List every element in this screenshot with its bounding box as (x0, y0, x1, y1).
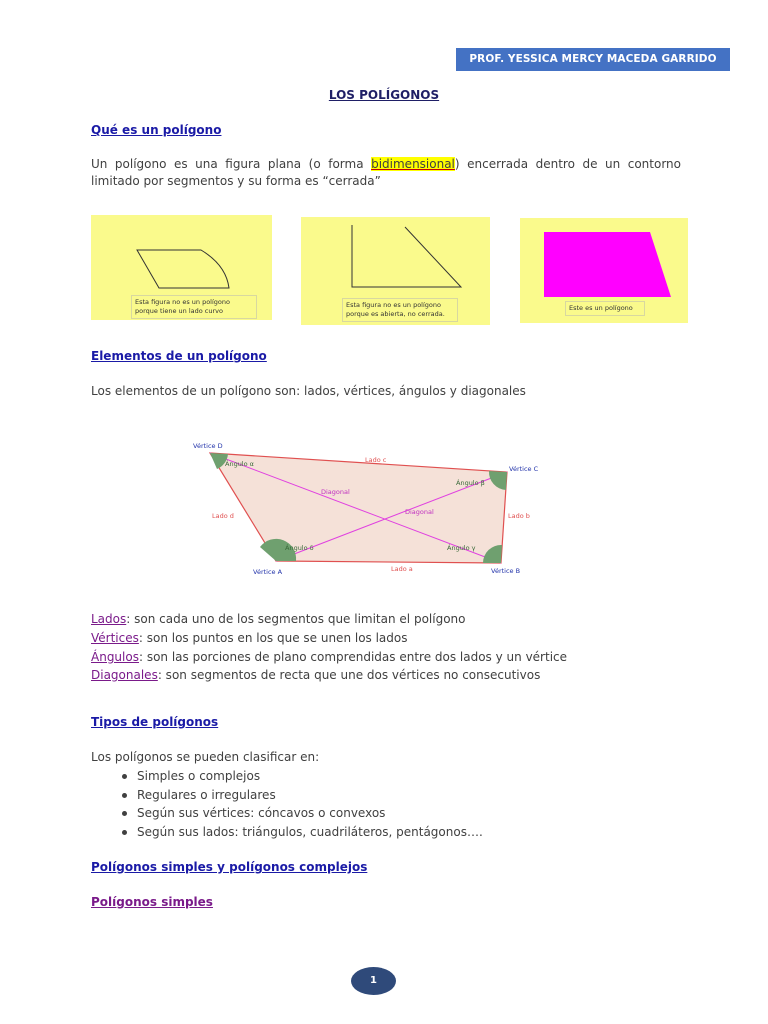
bullet-icon (122, 793, 127, 798)
label-diagonal-2: Diagonal (405, 508, 434, 516)
definition-paragraph (91, 156, 681, 190)
list-item-text: Simples o complejos (137, 769, 261, 783)
heading-que-es: Qué es un polígono (91, 123, 222, 137)
term-diagonales: Diagonales (91, 668, 158, 682)
figure-caption-1: Esta figura no es un polígono porque tiene un lado curvo (131, 295, 257, 319)
label-angle-beta: Ángulo β (456, 479, 485, 487)
label-vertex-a: Vértice A (253, 568, 283, 576)
definition-text-2: ) encerrada dentro de un contorno limitado por segmentos y su forma es “cerrada” (91, 157, 682, 188)
polygon-elements-diagram (185, 435, 555, 580)
list-item-text: Según sus lados: triángulos, cuadriláteros, pentágonos…. (137, 824, 483, 839)
heading-simples-complejos: Polígonos simples y polígonos complejos (91, 860, 368, 874)
list-item (118, 804, 483, 823)
definition-lados (91, 612, 465, 626)
list-item (118, 823, 483, 842)
list-item (118, 786, 483, 805)
label-vertex-d: Vértice D (193, 442, 223, 450)
highlighted-word: bidimensional (371, 157, 455, 171)
types-list (118, 767, 483, 841)
label-vertex-b: Vértice B (491, 567, 521, 575)
list-item (118, 767, 483, 786)
definition-vertices (91, 631, 408, 645)
list-item-text: Según sus vértices: cóncavos o convexos (137, 806, 386, 820)
elements-paragraph: Los elementos de un polígono son: lados, vértices, ángulos y diagonales (91, 384, 526, 398)
bullet-icon (122, 774, 127, 779)
label-vertex-c: Vértice C (509, 465, 539, 473)
heading-elementos: Elementos de un polígono (91, 349, 267, 363)
figure-caption-2: Esta figura no es un polígono porque es abierta, no cerrada. (342, 298, 458, 322)
label-diagonal-1: Diagonal (321, 488, 350, 496)
label-side-b: Lado b (508, 512, 530, 520)
figure-curved (91, 215, 272, 320)
figure-caption-3: Este es un polígono (565, 301, 645, 316)
page-number: 1 (351, 967, 396, 995)
definition-lados-text: : son cada uno de los segmentos que limitan el polígono (126, 612, 466, 626)
definition-diagonales-text: : son segmentos de recta que une dos vértices no consecutivos (157, 668, 541, 682)
definition-vertices-text: : son los puntos en los que se unen los lados (138, 631, 408, 645)
definition-angulos-text: : son las porciones de plano comprendidas entre dos lados y un vértice (138, 650, 568, 664)
label-side-c: Lado c (365, 456, 387, 464)
bullet-icon (122, 830, 127, 835)
list-item-text: Regulares o irregulares (137, 787, 276, 802)
label-angle-delta: Ángulo δ (285, 544, 314, 552)
definition-angulos (91, 650, 567, 664)
figure-open (301, 217, 490, 325)
heading-tipos: Tipos de polígonos (91, 715, 219, 729)
heading-simples: Polígonos simples (91, 895, 213, 909)
label-side-a: Lado a (391, 565, 413, 573)
bullet-icon (122, 811, 127, 816)
label-side-d: Lado d (212, 512, 234, 520)
label-angle-gamma: Ángulo γ (447, 544, 476, 552)
term-vertices: Vértices (91, 631, 139, 645)
types-intro: Los polígonos se pueden clasificar en: (91, 750, 320, 764)
definition-text-1: Un polígono es una figura plana (o forma (91, 157, 372, 171)
figure-polygon (520, 218, 688, 323)
page-title: LOS POLÍGONOS (328, 88, 440, 102)
term-angulos: Ángulos (91, 650, 139, 664)
label-angle-alpha: Ángulo α (225, 460, 254, 468)
definition-diagonales (91, 668, 540, 682)
author-banner: PROF. YESSICA MERCY MACEDA GARRIDO (456, 48, 730, 71)
term-lados: Lados (91, 612, 127, 626)
